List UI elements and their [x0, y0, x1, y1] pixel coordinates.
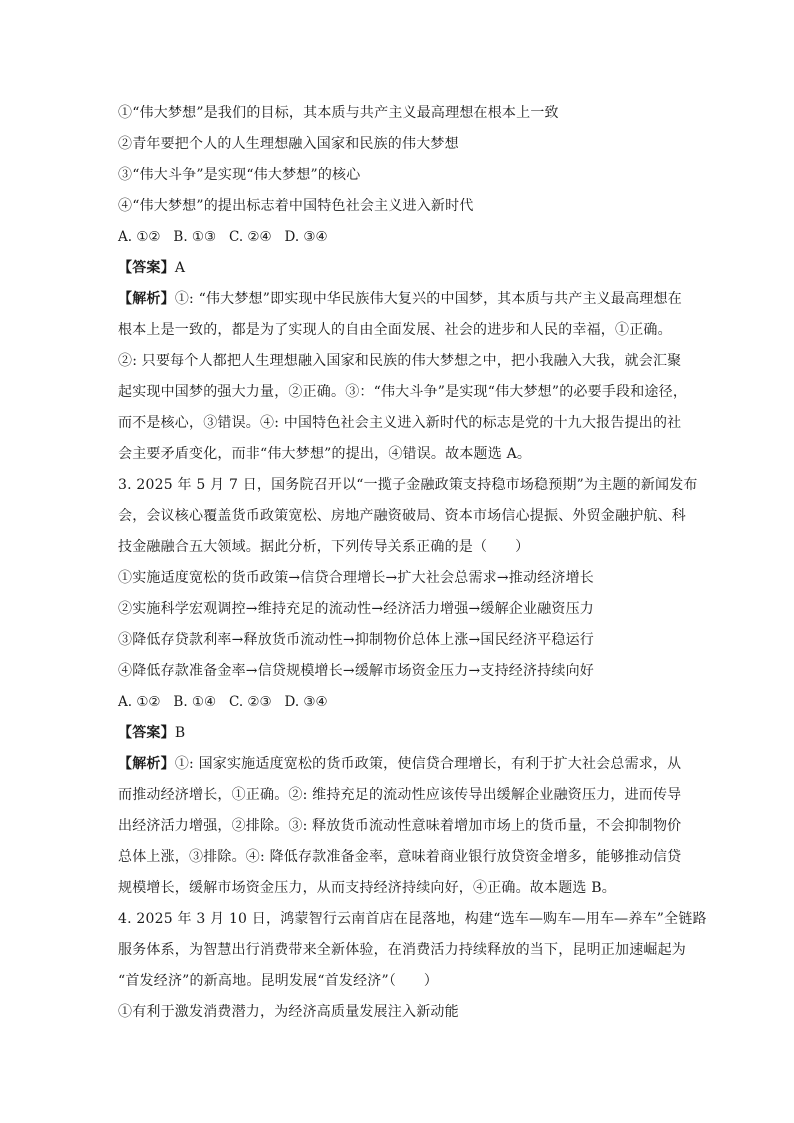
q3-item-2: ②实施科学宏观调控→维持充足的流动性→经济活力增强→缓解企业融资压力: [118, 601, 594, 617]
q4-stem-line-3: “首发经济”的新高地。昆明发展“首发经济”（ ）: [118, 973, 439, 989]
q2-answer: [118, 253, 678, 284]
analysis-tag: 【解析】: [118, 756, 175, 772]
q2-analysis-line-1: [118, 284, 682, 315]
answer-tag: 【答案】: [118, 260, 175, 276]
q4-item-1: ①有利于激发消费潜力，为经济高质量发展注入新动能: [118, 1004, 459, 1020]
analysis-text: ①: 国家实施适度宽松的货币政策，使信贷合理增长，有利于扩大社会总需求，从: [174, 756, 682, 772]
q3-item-3: ③降低存贷款利率→释放货币流动性→抑制物价总体上涨→国民经济平稳运行: [118, 632, 594, 648]
q3-options: A. ①② B. ①④ C. ②③ D. ③④: [118, 694, 328, 710]
q2-analysis-line-4: 起实现中国梦的强大力量，②正确。③：“伟大斗争”是实现“伟大梦想”的必要手段和途径，: [118, 384, 688, 400]
q2-analysis-line-3: ②: 只要每个人都把人生理想融入国家和民族的伟大梦想之中，把小我融入大我，就会汇聚: [118, 353, 682, 369]
q3-stem-line-3: 技金融融合五大领域。据此分析，下列传导关系正确的是（ ）: [118, 539, 530, 555]
q4-stem-line-1: 4. 2025 年 3 月 10 日，鸿蒙智行云南首店在昆落地，构建“选车—购车—用车—养车”全链路: [118, 911, 707, 927]
q3-analysis-line-2: 而推动经济增长，①正确。②: 维持充足的流动性应该传导出缓解企业融资压力，进而传导: [118, 787, 682, 803]
q3-item-1: ①实施适度宽松的货币政策→信贷合理增长→扩大社会总需求→推动经济增长: [118, 570, 594, 586]
q2-item-2: ②青年要把个人的人生理想融入国家和民族的伟大梦想: [118, 136, 459, 152]
answer-value: B: [174, 725, 186, 741]
q2-item-3: ③“伟大斗争”是实现“伟大梦想”的核心: [118, 167, 361, 183]
q3-answer: [118, 718, 678, 749]
q2-item-1: ①“伟大梦想”是我们的目标，其本质与共产主义最高理想在根本上一致: [118, 105, 559, 121]
q2-options: A. ①② B. ①③ C. ②④ D. ③④: [118, 229, 328, 245]
q2-item-4: ④“伟大梦想”的提出标志着中国特色社会主义进入新时代: [118, 198, 474, 214]
q3-stem-line-1: 3. 2025 年 5 月 7 日，国务院召开以“一揽子金融政策支持稳市场稳预期”为主题的新闻发布: [118, 477, 698, 493]
question-3: [118, 470, 698, 904]
q3-analysis-line-3: 出经济活力增强，②排除。③: 释放货币流动性意味着增加市场上的货币量，不会抑制物价: [118, 818, 682, 834]
question-2-continued: [118, 98, 688, 470]
q2-analysis-line-2: 根本上是一致的，都是为了实现人的自由全面发展、社会的进步和人民的幸福，①正确。: [118, 322, 672, 338]
q3-stem-line-2: 会，会议核心覆盖货币政策宽松、房地产融资破局、资本市场信心提振、外贸金融护航、科: [118, 508, 686, 524]
answer-value: A: [174, 260, 186, 276]
q2-analysis-line-5: 而不是核心，③错误。④: 中国特色社会主义进入新时代的标志是党的十九大报告提出的社: [118, 415, 682, 431]
analysis-tag: 【解析】: [118, 291, 175, 307]
q2-analysis-line-6: 会主要矛盾变化，而非“伟大梦想”的提出，④错误。故本题选 A。: [118, 446, 532, 462]
q3-analysis-line-5: 规模增长，缓解市场资金压力，从而支持经济持续向好，④正确。故本题选 B。: [118, 880, 616, 896]
analysis-text: ①: “伟大梦想”即实现中华民族伟大复兴的中国梦，其本质与共产主义最高理想在: [174, 291, 682, 307]
q4-stem-line-2: 服务体系，为智慧出行消费带来全新体验，在消费活力持续释放的当下，昆明正加速崛起为: [118, 942, 686, 958]
q3-analysis-line-1: [118, 749, 682, 780]
q3-item-4: ④降低存款准备金率→信贷规模增长→缓解市场资金压力→支持经济持续向好: [118, 663, 594, 679]
answer-tag: 【答案】: [118, 725, 175, 741]
q3-analysis-line-4: 总体上涨，③排除。④: 降低存款准备金率，意味着商业银行放贷资金增多，能够推动信贷: [118, 849, 682, 865]
exam-page: [118, 98, 707, 1028]
question-4: [118, 904, 707, 1028]
